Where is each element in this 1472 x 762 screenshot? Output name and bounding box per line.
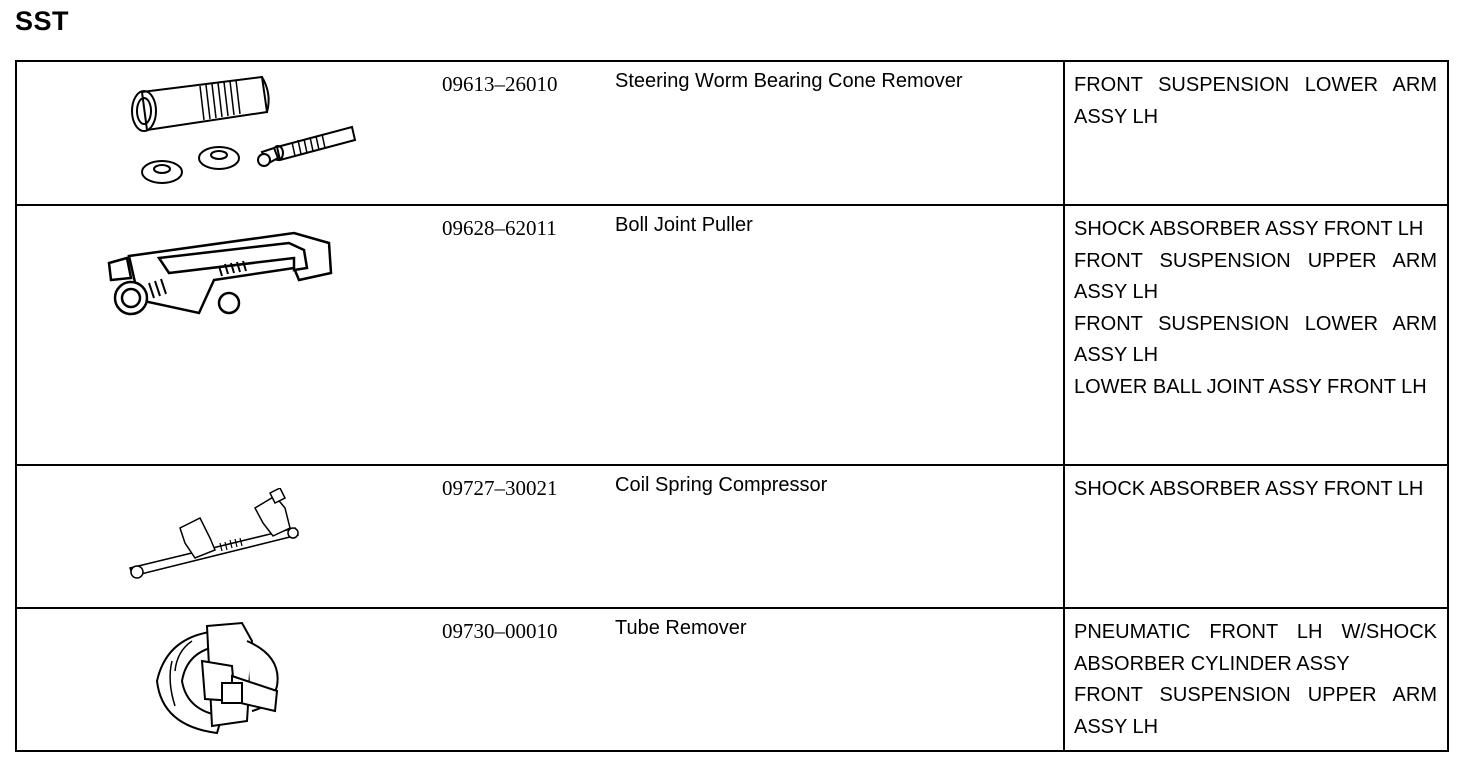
bearing-cone-remover-illustration bbox=[122, 72, 357, 192]
tool-cell bbox=[16, 465, 1064, 608]
applies-to-cell bbox=[1064, 465, 1448, 608]
table-row bbox=[16, 608, 1448, 751]
ball-joint-puller-illustration bbox=[99, 228, 349, 323]
applies-to-cell bbox=[1064, 205, 1448, 465]
applies-to-item: LOWER BALL JOINT ASSY FRONT LH bbox=[1074, 375, 1427, 398]
table-row bbox=[16, 205, 1448, 465]
page-heading: SST bbox=[15, 6, 70, 36]
tool-cell bbox=[16, 608, 1064, 751]
tool-name: Steering Worm Bearing Cone Remover bbox=[615, 70, 963, 92]
applies-to-item: FRONT SUSPENSION UPPER ARM ASSY LH bbox=[1074, 684, 1437, 738]
part-number: 09730–00010 bbox=[442, 619, 558, 643]
tool-cell bbox=[16, 61, 1064, 205]
tool-cell bbox=[16, 205, 1064, 465]
applies-to-item: SHOCK ABSORBER ASSY FRONT LH bbox=[1074, 218, 1424, 240]
part-number: 09727–30021 bbox=[442, 476, 558, 500]
applies-to-item: SHOCK ABSORBER ASSY FRONT LH bbox=[1074, 478, 1424, 500]
applies-to-item: FRONT SUSPENSION LOWER ARM ASSY LH bbox=[1074, 74, 1437, 128]
table-row bbox=[16, 465, 1448, 608]
applies-to-item: FRONT SUSPENSION LOWER ARM ASSY LH bbox=[1074, 312, 1437, 366]
part-number: 09613–26010 bbox=[442, 72, 558, 96]
tool-name: Coil Spring Compressor bbox=[615, 474, 828, 496]
table-row bbox=[16, 61, 1448, 205]
applies-to-item: FRONT SUSPENSION UPPER ARM ASSY LH bbox=[1074, 249, 1437, 303]
applies-to-cell bbox=[1064, 608, 1448, 751]
tool-name: Boll Joint Puller bbox=[615, 214, 753, 236]
applies-to-cell bbox=[1064, 61, 1448, 205]
applies-to-item: PNEUMATIC FRONT LH W/SHOCK ABSORBER CYLINDER ASSY bbox=[1074, 621, 1437, 675]
sst-table bbox=[15, 60, 1449, 752]
tube-remover-illustration bbox=[147, 621, 292, 741]
part-number: 09628–62011 bbox=[442, 216, 557, 240]
tool-name: Tube Remover bbox=[615, 617, 747, 639]
coil-spring-compressor-illustration bbox=[125, 488, 315, 583]
